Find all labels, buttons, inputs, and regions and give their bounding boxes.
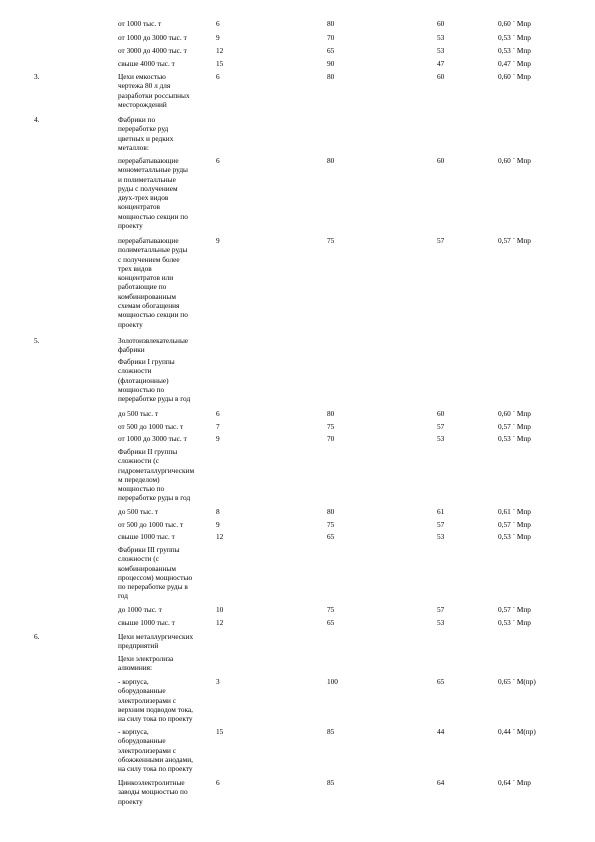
value-col-1: 9	[216, 520, 220, 529]
value-col-3: 57	[437, 605, 445, 614]
value-col-2: 80	[327, 19, 335, 28]
value-col-3: 60	[437, 409, 445, 418]
value-col-2: 80	[327, 507, 335, 516]
value-col-3: 61	[437, 507, 445, 516]
value-col-2: 75	[327, 236, 335, 245]
value-col-3: 60	[437, 72, 445, 81]
item-name: перерабатывающие полиметалльные руды с получением более трех видов концентратов или работающие по комбинированным схемам обогащения мощностью секции по проекту	[118, 236, 188, 329]
formula-cell: 0,64 ´ Мпр	[498, 778, 531, 787]
value-col-2: 85	[327, 727, 335, 736]
formula-cell: 0,53 ´ Мпр	[498, 46, 531, 55]
value-col-1: 9	[216, 33, 220, 42]
formula-cell: 0,61 ´ Мпр	[498, 507, 531, 516]
item-name: свыше 1000 тыс. т	[118, 532, 175, 541]
item-name: от 1000 тыс. т	[118, 19, 162, 28]
formula-cell: 0,57 ´ Мпр	[498, 605, 531, 614]
item-name: Фабрики III группы сложности (с комбинированным процессом) мощностью по переработке руды в год	[118, 545, 193, 601]
item-name: свыше 1000 тыс. т	[118, 618, 175, 627]
item-number: 3.	[34, 72, 40, 81]
value-col-2: 70	[327, 434, 335, 443]
item-name: Фабрики по переработке руд цветных и редких металлов:	[118, 115, 174, 152]
item-number: 5.	[34, 336, 40, 345]
item-name: до 1000 тыс. т	[118, 605, 162, 614]
value-col-3: 53	[437, 46, 445, 55]
value-col-2: 65	[327, 532, 335, 541]
value-col-2: 90	[327, 59, 335, 68]
value-col-1: 12	[216, 618, 224, 627]
value-col-1: 15	[216, 727, 224, 736]
item-name: Фабрики II группы сложности (с гидрометаллургическим м переделом) мощностью по переработке руды в год	[118, 447, 195, 503]
item-name: Цехи электролиза алюминия:	[118, 654, 174, 673]
item-name: от 3000 до 4000 тыс. т	[118, 46, 187, 55]
value-col-3: 53	[437, 532, 445, 541]
value-col-1: 6	[216, 778, 220, 787]
formula-cell: 0,44 ´ М(пр)	[498, 727, 536, 736]
value-col-2: 85	[327, 778, 335, 787]
formula-cell: 0,57 ´ Мпр	[498, 422, 531, 431]
value-col-3: 57	[437, 520, 445, 529]
item-name: Цехи емкостью чертежа 80 л для разработки россыпных месторождений	[118, 72, 190, 109]
item-name: перерабатывающие монометалльные руды и полиметалльные руды с получением двух-трех видов концентратов мощностью секции по проекту	[118, 156, 188, 231]
value-col-3: 47	[437, 59, 445, 68]
value-col-2: 80	[327, 156, 335, 165]
formula-cell: 0,47 ´ Мпр	[498, 59, 531, 68]
formula-cell: 0,60 ´ Мпр	[498, 409, 531, 418]
formula-cell: 0,53 ´ Мпр	[498, 33, 531, 42]
value-col-3: 57	[437, 422, 445, 431]
formula-cell: 0,57 ´ Мпр	[498, 236, 531, 245]
value-col-1: 10	[216, 605, 224, 614]
value-col-1: 7	[216, 422, 220, 431]
item-name: от 1000 до 3000 тыс. т	[118, 434, 187, 443]
item-name: от 500 до 1000 тыс. т	[118, 422, 184, 431]
item-name: до 500 тыс. т	[118, 409, 159, 418]
formula-cell: 0,53 ´ Мпр	[498, 532, 531, 541]
value-col-3: 60	[437, 19, 445, 28]
value-col-2: 75	[327, 520, 335, 529]
value-col-2: 75	[327, 605, 335, 614]
value-col-3: 57	[437, 236, 445, 245]
value-col-2: 70	[327, 33, 335, 42]
item-name: - корпуса, оборудованные электролизерами с обожженными анодами, на силу тока по проекту	[118, 727, 193, 774]
formula-cell: 0,60 ´ Мпр	[498, 156, 531, 165]
item-number: 6.	[34, 632, 40, 641]
formula-cell: 0,60 ´ Мпр	[498, 72, 531, 81]
item-name: Фабрики I группы сложности (флотационные) мощностью по переработке руды в год	[118, 357, 191, 404]
value-col-1: 15	[216, 59, 224, 68]
value-col-1: 6	[216, 156, 220, 165]
value-col-3: 53	[437, 434, 445, 443]
item-name: до 500 тыс. т	[118, 507, 159, 516]
item-number: 4.	[34, 115, 40, 124]
formula-cell: 0,53 ´ Мпр	[498, 618, 531, 627]
formula-cell: 0,60 ´ Мпр	[498, 19, 531, 28]
value-col-1: 6	[216, 72, 220, 81]
value-col-2: 65	[327, 46, 335, 55]
formula-cell: 0,65 ´ М(пр)	[498, 677, 536, 686]
item-name: Золотоизвлекательные фабрики	[118, 336, 189, 355]
value-col-3: 65	[437, 677, 445, 686]
value-col-1: 3	[216, 677, 220, 686]
item-name: свыше 4000 тыс. т	[118, 59, 175, 68]
item-name: - корпуса, оборудованные электролизерами с верхним подводом тока, на силу тока по проекту	[118, 677, 193, 724]
value-col-3: 64	[437, 778, 445, 787]
formula-cell: 0,53 ´ Мпр	[498, 434, 531, 443]
value-col-2: 80	[327, 72, 335, 81]
item-name: от 500 до 1000 тыс. т	[118, 520, 184, 529]
value-col-1: 12	[216, 532, 224, 541]
value-col-1: 12	[216, 46, 224, 55]
value-col-1: 9	[216, 236, 220, 245]
value-col-3: 53	[437, 618, 445, 627]
value-col-3: 60	[437, 156, 445, 165]
formula-cell: 0,57 ´ Мпр	[498, 520, 531, 529]
item-name: Цехи металлургических предприятий	[118, 632, 194, 651]
item-name: Цинкоэлектролитные заводы мощностью по проекту	[118, 778, 188, 806]
value-col-1: 6	[216, 19, 220, 28]
value-col-2: 100	[327, 677, 338, 686]
value-col-1: 6	[216, 409, 220, 418]
value-col-2: 80	[327, 409, 335, 418]
value-col-1: 8	[216, 507, 220, 516]
value-col-3: 44	[437, 727, 445, 736]
item-name: от 1000 до 3000 тыс. т	[118, 33, 187, 42]
value-col-3: 53	[437, 33, 445, 42]
value-col-1: 9	[216, 434, 220, 443]
value-col-2: 65	[327, 618, 335, 627]
value-col-2: 75	[327, 422, 335, 431]
